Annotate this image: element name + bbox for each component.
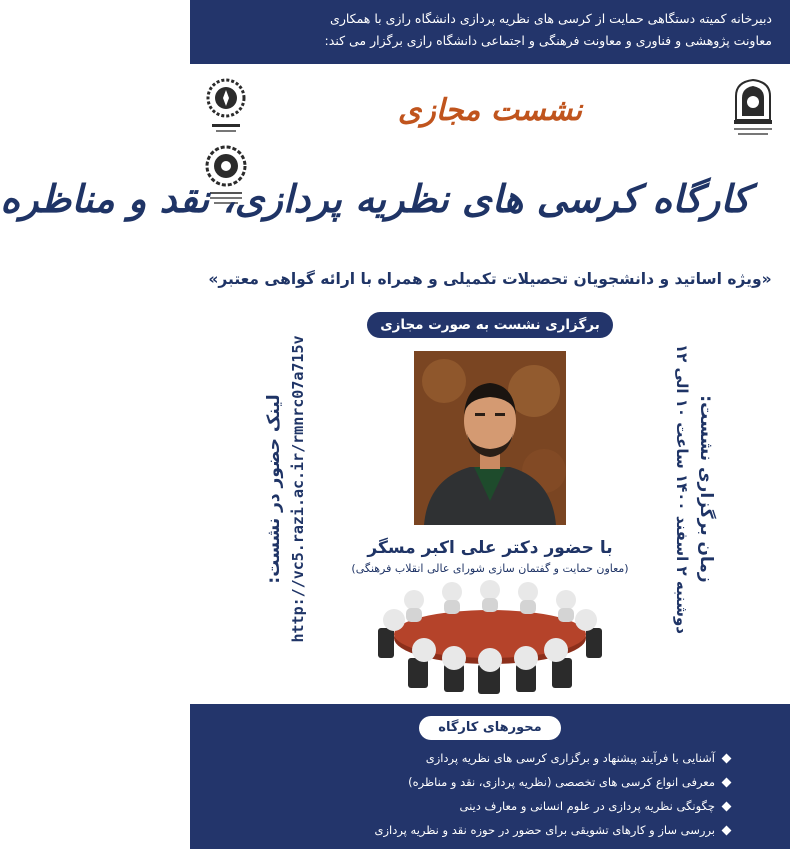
schedule-value: دوشنبه ۲ اسفند ۱۴۰۰ ساعت ۱۰ الی ۱۲ [673,343,691,635]
axis-item-text: آشنایی با فرآیند پیشنهاد و برگزاری کرسی های نظریه پردازی [425,751,715,765]
axis-item-text: بررسی ساز و کارهای تشویقی برای حضور در حوزه نقد و نظریه پردازی [374,823,715,837]
list-item [230,794,730,818]
organizer-line-1: دبیرخانه کمیته دستگاهی حمایت از کرسی های نظریه پردازی دانشگاه رازی با همکاری [330,11,772,26]
diamond-bullet-icon [722,778,732,788]
event-kicker: نشست مجازی [397,93,583,128]
axes-list [230,746,730,842]
diamond-bullet-icon [722,802,732,812]
link-label: لینک حضور در نشست: [264,394,284,584]
workshop-title: کارگاه کرسی های نظریه پردازی، نقد و مناظره [0,176,750,221]
diamond-bullet-icon [722,754,732,764]
axis-item-text: معرفی انواع کرسی های تخصصی (نظریه پردازی، نقد و مناظره) [408,775,715,789]
meeting-link[interactable]: http://vc5.razi.ac.ir/rmnrc07a715v [289,335,307,643]
speaker-photo [414,351,566,525]
list-item [230,818,730,842]
list-item [230,746,730,770]
schedule-label: زمان برگزاری نشست: [696,395,716,583]
organizer-line-2: معاونت پژوهشی و فناوری و معاونت فرهنگی و اجتماعی دانشگاه رازی برگزار می کند: [324,33,772,48]
organizer-banner [190,0,790,64]
axis-item-text: چگونگی نظریه پردازی در علوم انسانی و معارف دینی [459,799,715,813]
workshop-axes-section [190,704,790,849]
meeting-table-illustration [358,576,622,698]
speaker-name: با حضور دکتر علی اکبر مسگر [367,538,613,558]
format-badge: برگزاری نشست به صورت مجازی [367,312,613,338]
audience-note: «ویژه اساتید و دانشجویان تحصیلات تکمیلی و همراه با ارائه گواهی معتبر» [208,270,772,288]
axes-heading: محورهای کارگاه [419,716,561,740]
speaker-role: (معاون حمایت و گفتمان سازی شورای عالی انقلاب فرهنگی) [351,562,629,575]
schedule-block [644,339,744,639]
link-block [236,335,336,643]
list-item [230,770,730,794]
diamond-bullet-icon [722,826,732,836]
